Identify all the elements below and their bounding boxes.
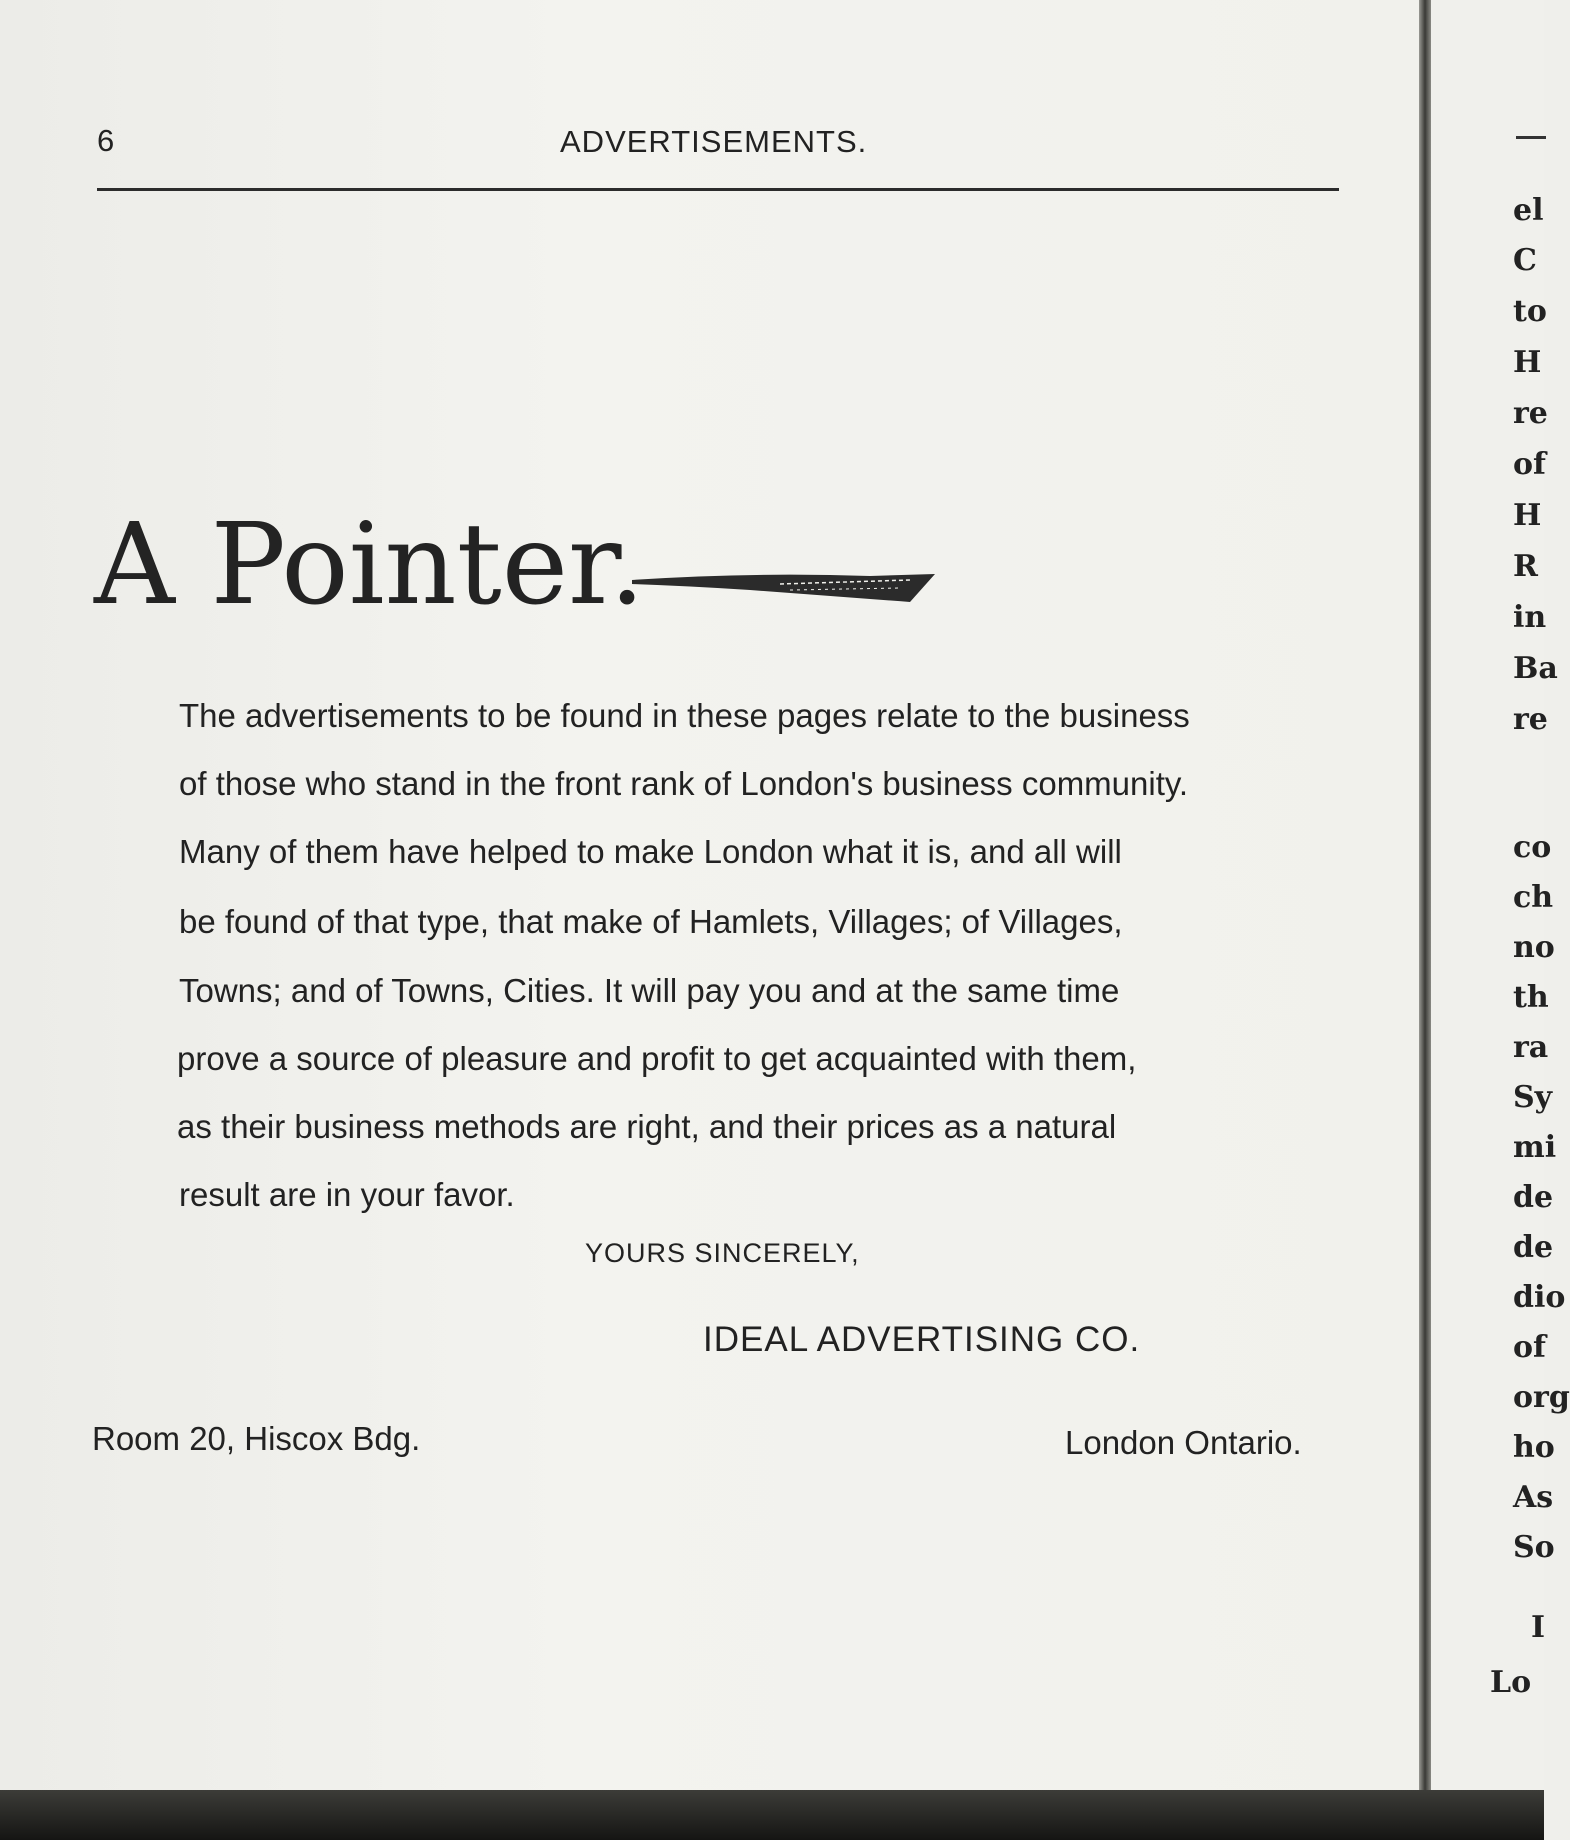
facing-page-fragment: Ba <box>1513 651 1558 686</box>
ad-body-line: result are in your favor. <box>179 1176 515 1213</box>
header-rule <box>97 188 1339 191</box>
facing-page-fragment: Lo <box>1490 1665 1532 1700</box>
facing-page-fragment: ho <box>1513 1430 1555 1465</box>
ad-body-line: Many of them have helped to make London what it is, and all will <box>179 833 1122 870</box>
facing-page-fragment: I <box>1531 1610 1546 1645</box>
facing-page-fragment: As <box>1513 1480 1554 1515</box>
ad-body-line: The advertisements to be found in these pages relate to the business <box>179 697 1190 734</box>
facing-page-fragment: H <box>1513 345 1542 380</box>
facing-page-fragment: Sy <box>1513 1080 1553 1115</box>
facing-page-fragment: de <box>1513 1230 1554 1265</box>
page-number: 6 <box>97 123 115 158</box>
company-name: IDEAL ADVERTISING CO. <box>703 1320 1141 1359</box>
facing-page-fragment: el <box>1513 193 1544 228</box>
signoff: YOURS SINCERELY, <box>585 1238 860 1268</box>
facing-page-fragment: in <box>1513 600 1547 635</box>
facing-page-fragment: co <box>1513 830 1552 865</box>
facing-page-fragment: dio <box>1513 1280 1566 1315</box>
ad-body-line: prove a source of pleasure and profit to get acquainted with them, <box>177 1040 1137 1077</box>
ad-headline: A Pointer. <box>94 500 645 630</box>
facing-page-rule <box>1516 136 1546 139</box>
facing-page-fragment: org <box>1513 1380 1570 1415</box>
facing-page-fragment: th <box>1513 980 1549 1015</box>
facing-page-fragment: H <box>1513 498 1542 533</box>
facing-page-fragment: no <box>1513 930 1555 965</box>
facing-page-fragment: re <box>1513 702 1548 737</box>
book-gutter <box>1419 0 1431 1790</box>
facing-page-fragment: re <box>1513 396 1548 431</box>
facing-page-fragment: R <box>1513 549 1538 584</box>
running-head: ADVERTISEMENTS. <box>560 124 868 159</box>
facing-page-fragment: ch <box>1513 880 1554 915</box>
ad-body-line: Towns; and of Towns, Cities. It will pay you and at the same time <box>179 972 1120 1009</box>
facing-page-fragment: de <box>1513 1180 1554 1215</box>
address-city: London Ontario. <box>1065 1424 1302 1461</box>
address-room: Room 20, Hiscox Bdg. <box>92 1420 421 1457</box>
facing-page-fragment: So <box>1513 1530 1555 1565</box>
ad-body-line: of those who stand in the front rank of London's business community. <box>179 765 1189 802</box>
facing-page-fragment: C <box>1513 243 1537 278</box>
ad-body-line: be found of that type, that make of Hamlets, Villages; of Villages, <box>179 903 1123 940</box>
scan-bottom-edge <box>0 1790 1544 1840</box>
facing-page-fragment: of <box>1513 447 1546 482</box>
pointing-arrow-icon <box>630 560 950 610</box>
ad-body-line: as their business methods are right, and their prices as a natural <box>177 1108 1117 1145</box>
facing-page-fragment: mi <box>1513 1130 1557 1165</box>
facing-page-fragment: of <box>1513 1330 1546 1365</box>
facing-page-fragment: ra <box>1513 1030 1549 1065</box>
facing-page-fragment: to <box>1513 294 1547 329</box>
